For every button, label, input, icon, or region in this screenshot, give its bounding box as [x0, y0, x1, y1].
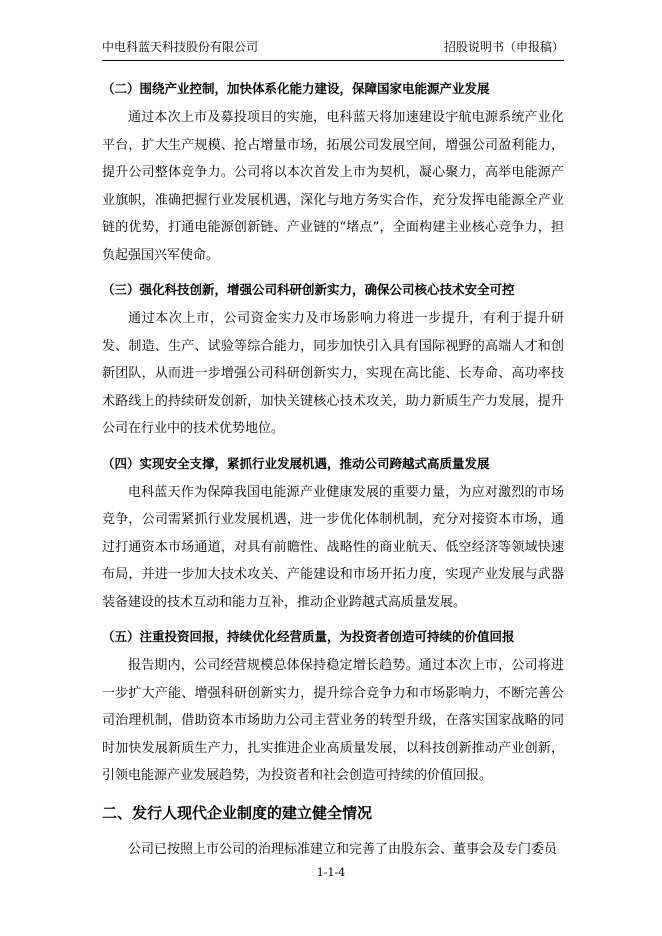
section-4-paragraph: 电科蓝天作为保障我国电能源产业健康发展的重要力量，为应对激烈的市场竞争，公司需紧抓行业发展机遇，进一步优化体制机制，充分对接资本市场，通过打通资本市场通道，对具有前瞻性、战略性的商业航天、低空经济等领域快速布局，并进一步加大技术攻关、产能建设和市场开拓力度，实现产业发展与武器装备建设的技术互动和能力互补，推动企业跨越式高质量发展。	[102, 484, 564, 610]
section-3-heading: （三）强化科技创新，增强公司科研创新实力，确保公司核心技术安全可控	[102, 282, 515, 297]
chapter-title: 二、发行人现代企业制度的建立健全情况	[102, 803, 373, 822]
section-5-paragraph: 报告期内，公司经营规模总体保持稳定增长趋势。通过本次上市，公司将进一步扩大产能、增强科研创新实力，提升综合竞争力和市场影响力，不断完善公司治理机制，借助资本市场助力公司主营业务的转型升级，在落实国家战略的同时加快发展新质生产力，扎实推进企业高质量发展，以科技创新推动产业创新，引领电能源产业发展趋势，为投资者和社会创造可持续的价值回报。	[102, 658, 564, 783]
section-2-paragraph: 通过本次上市及募投项目的实施，电科蓝天将加速建设宇航电源系统产业化平台，扩大生产规模、抢占增量市场，拓展公司发展空间，增强公司盈利能力，提升公司整体竞争力。公司将以本次首发上市为契机，凝心聚力，高举电能源产业旗帜，准确把握行业发展机遇，深化与地方务实合作，充分发挥电能源全产业链的优势，打通电能源创新链、产业链的“堵点”，全面构建主业核心竞争力，担负起强国兴军使命。	[102, 110, 564, 263]
chapter-paragraph: 公司已按照上市公司的治理标准建立和完善了由股东会、董事会及专门委员	[128, 841, 558, 857]
header-divider	[102, 60, 564, 61]
header-document-type: 招股说明书（申报稿）	[443, 40, 564, 54]
document-body	[102, 74, 564, 869]
page-number: 1-1-4	[316, 866, 346, 879]
section-3-paragraph: 通过本次上市，公司资金实力及市场影响力将进一步提升，有利于提升研发、制造、生产、试验等综合能力，同步加快引入具有国际视野的高端人才和创新团队，从而进一步增强公司科研创新实力，实现在高比能、长寿命、高功率技术路线上的持续研发创新，加快关键核心技术攻关，助力新质生产力发展，提升公司在行业中的技术优势地位。	[102, 311, 564, 436]
section-4-heading: （四）实现安全支撑，紧抓行业发展机遇，推动公司跨越式高质量发展	[102, 455, 490, 471]
page-header	[102, 36, 564, 58]
section-5-heading: （五）注重投资回报，持续优化经营质量，为投资者创造可持续的价值回报	[102, 629, 515, 644]
section-2-heading: （二）围绕产业控制，加快体系化能力建设，保障国家电能源产业发展	[102, 81, 490, 96]
header-company-name: 中电科蓝天科技股份有限公司	[102, 40, 259, 54]
